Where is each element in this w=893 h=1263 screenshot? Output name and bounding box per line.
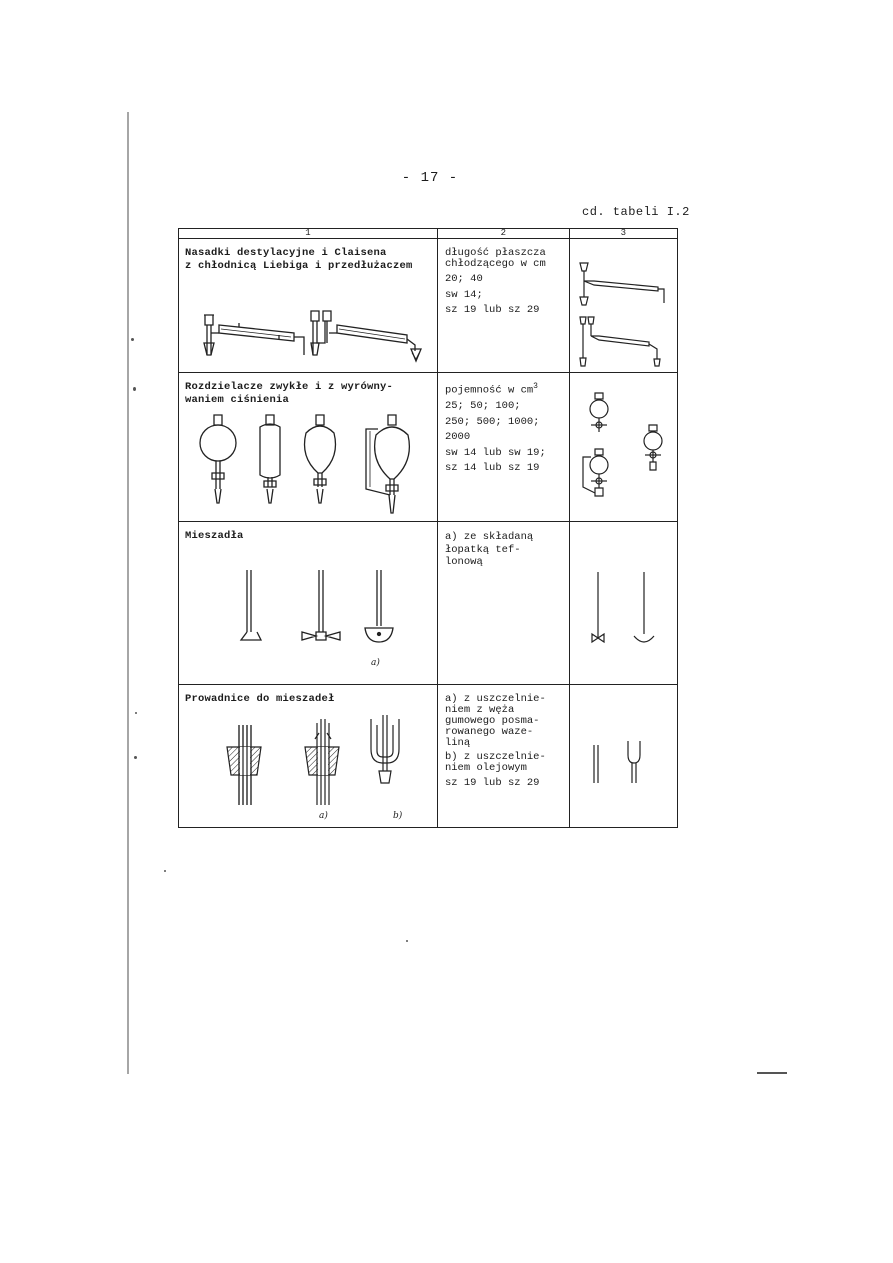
item-cell bbox=[179, 239, 438, 373]
spec-heading bbox=[445, 382, 569, 397]
spec-line: sz 19 lub sz 29 bbox=[444, 304, 540, 317]
scan-speck bbox=[135, 712, 137, 714]
spec-line: 250; 500; 1000; bbox=[444, 415, 540, 428]
column-number-row bbox=[179, 229, 678, 239]
scan-speck bbox=[133, 387, 136, 391]
table-row bbox=[179, 239, 678, 373]
page-number: - 17 - bbox=[401, 170, 459, 186]
drawing-label-b: b) bbox=[393, 811, 403, 821]
spec-line: 2000 bbox=[444, 431, 471, 444]
drawing-label: a) bbox=[371, 658, 380, 668]
symbol-cell bbox=[569, 685, 677, 828]
spec-line: długość płaszcza chłodzącego w cm bbox=[444, 247, 546, 271]
equipment-table bbox=[178, 228, 678, 828]
symbol-cell bbox=[569, 522, 677, 685]
item-name: Nasadki destylacyjne i Claisena z chłodnicą Liebiga i przedłużaczem bbox=[185, 247, 413, 272]
stirrers-symbol-icon bbox=[588, 572, 668, 652]
symbol-cell bbox=[569, 239, 677, 373]
stirrer-guides-symbol-icon bbox=[590, 741, 660, 791]
spec-line: a) z uszczelnie- niem z węża gumowego posma- rowanego waze- liną bbox=[444, 693, 546, 750]
stirrer-guides-drawing-icon bbox=[219, 715, 419, 820]
distillation-heads-symbol-icon bbox=[578, 259, 674, 369]
spec-line: a) ze składaną łopatką tef- lonową bbox=[444, 531, 534, 569]
spec-line: 20; 40 bbox=[444, 273, 483, 286]
symbol-cell bbox=[569, 373, 677, 522]
item-cell bbox=[179, 373, 438, 522]
scan-speck bbox=[406, 940, 408, 942]
item-name: Rozdzielacze zwykłe i z wyrówny- waniem ciśnienia bbox=[185, 381, 394, 406]
spec-heading-superscript: 3 bbox=[533, 382, 538, 391]
table-continuation-label: cd. tabeli I.2 bbox=[582, 205, 690, 219]
column-number-2: 2 bbox=[437, 229, 569, 239]
spec-cell bbox=[437, 522, 569, 685]
scan-speck bbox=[757, 1072, 787, 1074]
item-cell bbox=[179, 685, 438, 828]
spec-cell bbox=[437, 239, 569, 373]
drawing-label-a: a) bbox=[319, 811, 328, 821]
table-row bbox=[179, 373, 678, 522]
spec-line: sz 14 lub sz 19 bbox=[444, 462, 540, 475]
spec-line: b) z uszczelnie- niem olejowym bbox=[444, 751, 546, 775]
scan-speck bbox=[131, 338, 134, 341]
separatory-funnels-drawing-icon bbox=[194, 413, 434, 518]
page-edge-line bbox=[127, 112, 129, 1074]
table-row bbox=[179, 685, 678, 828]
column-number-3: 3 bbox=[569, 229, 677, 239]
spec-line: 25; 50; 100; bbox=[444, 400, 521, 413]
item-name: Mieszadła bbox=[185, 530, 244, 542]
spec-line: sw 14; bbox=[444, 288, 483, 301]
distillation-heads-drawing-icon bbox=[199, 305, 434, 365]
spec-cell bbox=[437, 685, 569, 828]
scan-speck bbox=[164, 870, 166, 872]
spec-heading-text: pojemność w cm bbox=[444, 384, 534, 397]
stirrers-drawing-icon bbox=[234, 570, 394, 650]
column-number-1: 1 bbox=[179, 229, 438, 239]
item-cell bbox=[179, 522, 438, 685]
scan-speck bbox=[134, 756, 137, 759]
separatory-funnels-symbol-icon bbox=[578, 391, 674, 511]
spec-line: sz 19 lub sz 29 bbox=[444, 777, 540, 790]
spec-cell bbox=[437, 373, 569, 522]
spec-line: sw 14 lub sw 19; bbox=[444, 446, 546, 459]
table-row bbox=[179, 522, 678, 685]
item-name: Prowadnice do mieszadeł bbox=[185, 693, 335, 705]
